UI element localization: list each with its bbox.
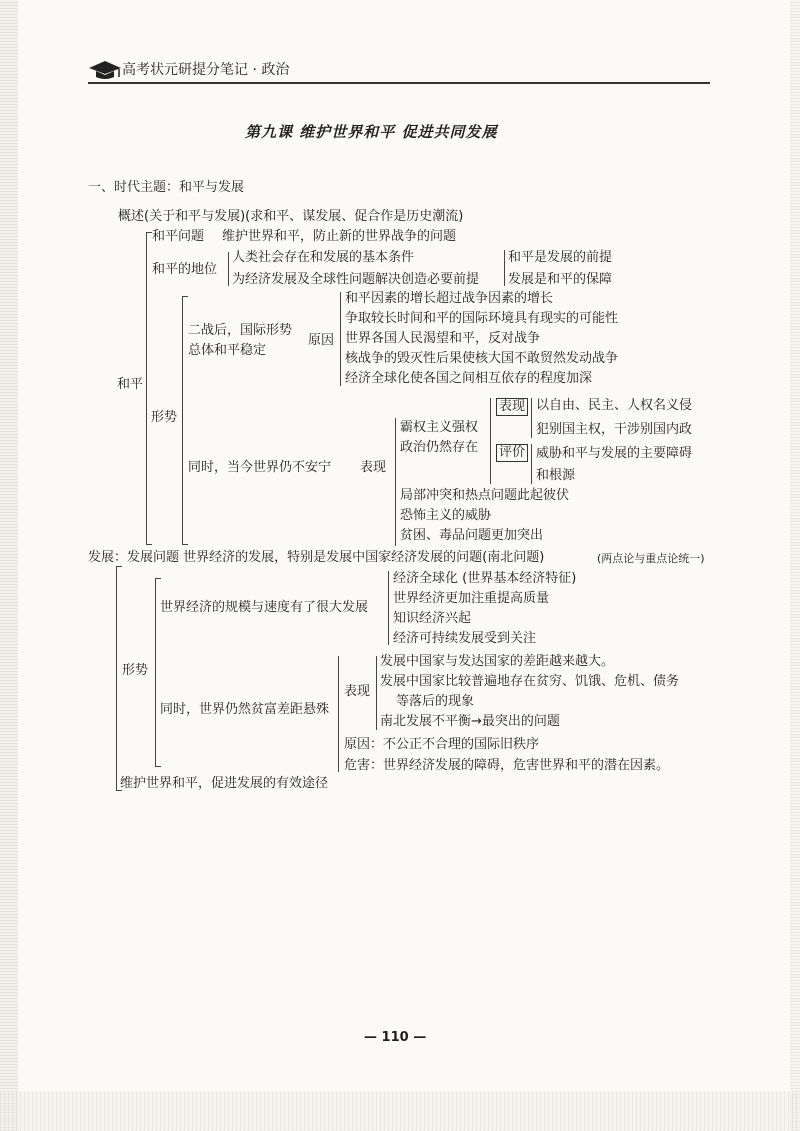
- header-rule: [88, 82, 710, 84]
- other-2: 恐怖主义的威胁: [400, 508, 492, 523]
- overview-line: 概述(关于和平与发展)(求和平、谋发展、促合作是历史潮流): [118, 209, 464, 224]
- postwar-line-1: 二战后，国际形势: [188, 323, 293, 338]
- dev-way: 维护世界和平，促进发展的有效途径: [120, 776, 329, 791]
- gap-item-1: 发展中国家与发达国家的差距越来越大。: [380, 654, 615, 669]
- reason-1: 和平因素的增长超过战争因素的增长: [345, 291, 554, 306]
- peace-issue-text: 维护世界和平，防止新的世界战争的问题: [222, 229, 457, 244]
- reason-2: 争取较长时间和平的国际环境具有现实的可能性: [345, 311, 619, 326]
- gap-item-3: 等落后的现象: [396, 694, 475, 709]
- peace-status-label: 和平的地位: [152, 262, 218, 277]
- peace-brace: [146, 232, 147, 544]
- reason-5: 经济全球化使各国之间相互依存的程度加深: [345, 371, 593, 386]
- page-number: — 110 —: [364, 1030, 427, 1045]
- reasons-brace: [340, 292, 341, 386]
- scan-edge-left: [0, 0, 18, 1131]
- gap-item-2: 发展中国家比较普遍地存在贫穷、饥饿、危机、债务: [380, 674, 680, 689]
- hegemony-show-2: 犯别国主权，干涉别国内政: [536, 422, 693, 437]
- manifest-brace: [395, 418, 396, 546]
- hegemony-show-1: 以自由、民主、人权名义侵: [536, 398, 693, 413]
- gap-brace: [338, 656, 339, 772]
- dev-situation-brace: [155, 578, 156, 766]
- scale-item-4: 经济可持续发展受到关注: [393, 631, 537, 646]
- hegemony-eval-2: 和根源: [536, 468, 576, 483]
- hegemony-line-1: 霸权主义强权: [400, 420, 479, 435]
- situation-brace: [182, 296, 183, 544]
- peace-situation-label: 形势: [151, 410, 178, 425]
- scale-item-2: 世界经济更加注重提高质量: [393, 591, 550, 606]
- pingjia-box: 评价: [496, 444, 528, 462]
- other-1: 局部冲突和热点问题此起彼伏: [400, 488, 570, 503]
- development-note: (两点论与重点论统一): [597, 552, 705, 565]
- other-3: 贫困、毒品问题更加突出: [400, 528, 544, 543]
- postwar-line-2: 总体和平稳定: [188, 343, 267, 358]
- biaoxian-box: 表现: [496, 398, 528, 416]
- lesson-title: 第九课 维护世界和平 促进共同发展: [245, 123, 498, 141]
- peace-label: 和平: [117, 377, 144, 392]
- gap-item-4: 南北发展不平衡→最突出的问题: [380, 714, 560, 729]
- scan-edge-right: [790, 0, 800, 1131]
- peace-status-r1: 和平是发展的前提: [508, 250, 613, 265]
- reason-label: 原因: [308, 333, 335, 348]
- peace-issue-label: 和平问题: [152, 229, 205, 244]
- graduation-cap-icon: [88, 60, 122, 80]
- development-brace: [116, 566, 117, 790]
- gap-manifest-label: 表现: [344, 684, 371, 699]
- peace-status-1: 人类社会存在和发展的基本条件: [232, 250, 415, 265]
- dev-scale-line: 世界经济的规模与速度有了很大发展: [160, 600, 369, 615]
- gap-cause: 原因：不公正不合理的国际旧秩序: [344, 737, 540, 752]
- meanwhile-line: 同时，当今世界仍不安宁: [188, 460, 332, 475]
- reason-3: 世界各国人民渴望和平，反对战争: [345, 331, 541, 346]
- gap-harm: 危害：世界经济发展的障碍，危害世界和平的潜在因素。: [344, 758, 670, 773]
- scale-item-3: 知识经济兴起: [393, 611, 472, 626]
- dev-situation-label: 形势: [122, 663, 149, 678]
- reason-4: 核战争的毁灭性后果使核大国不敢贸然发动战争: [345, 351, 619, 366]
- development-line: 发展：发展问题 世界经济的发展，特别是发展中国家经济发展的问题(南北问题): [88, 550, 545, 565]
- manifest-label: 表现: [360, 460, 387, 475]
- scan-edge-bottom: [0, 1091, 800, 1131]
- scale-item-1: 经济全球化 (世界基本经济特征): [393, 571, 577, 586]
- hegemony-eval-1: 威胁和平与发展的主要障碍: [536, 446, 693, 461]
- peace-status-2: 为经济发展及全球性问题解决创造必要前提: [232, 272, 480, 287]
- scale-brace: [388, 571, 389, 645]
- dev-gap-line: 同时，世界仍然贫富差距悬殊: [160, 702, 330, 717]
- header-title: 高考状元研提分笔记 · 政治: [122, 62, 290, 78]
- hegemony-line-2: 政治仍然存在: [400, 440, 479, 455]
- peace-status-r2: 发展是和平的保障: [508, 272, 613, 287]
- section-heading: 一、时代主题：和平与发展: [88, 180, 245, 195]
